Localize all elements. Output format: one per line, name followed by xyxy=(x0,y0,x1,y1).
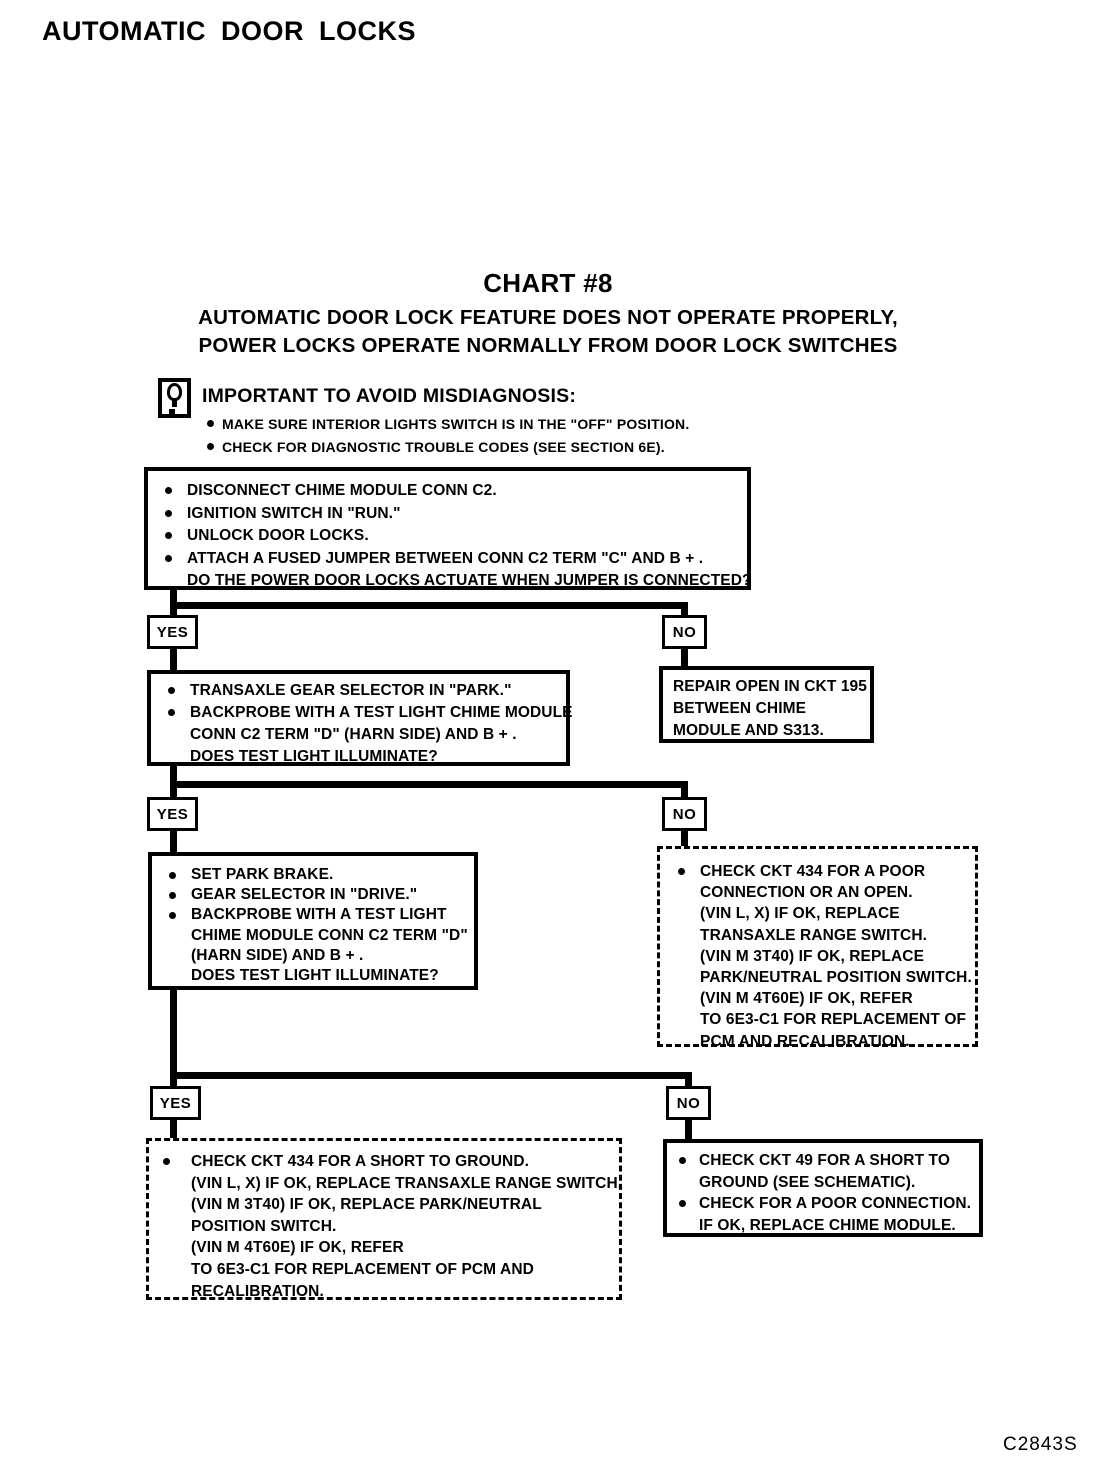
yes-label: YES xyxy=(156,623,189,641)
connector-line xyxy=(170,990,177,1072)
important-bullet-text: MAKE SURE INTERIOR LIGHTS SWITCH IS IN THE "OFF" POSITION. xyxy=(222,416,690,432)
no-label: NO xyxy=(672,623,697,641)
connector-line xyxy=(170,1120,177,1138)
bullet-icon xyxy=(165,510,172,517)
check-ckt49-short-box xyxy=(663,1139,983,1237)
bullet-icon xyxy=(169,872,176,879)
exclamation-notice-icon xyxy=(158,378,191,418)
connector-line xyxy=(170,602,688,609)
bullet-icon xyxy=(165,532,172,539)
connector-line xyxy=(170,590,177,602)
bullet-icon xyxy=(169,912,176,919)
connector-line xyxy=(170,1079,177,1086)
yes-badge-3 xyxy=(150,1086,201,1120)
connector-line xyxy=(685,1120,692,1139)
important-bullet-1 xyxy=(207,416,689,432)
connector-line xyxy=(170,831,177,852)
bullet-icon xyxy=(169,892,176,899)
step-line: DOES TEST LIGHT ILLUMINATE? xyxy=(190,748,438,765)
check-ckt434-open-box xyxy=(657,846,978,1050)
chart-subtitle-line1: AUTOMATIC DOOR LOCK FEATURE DOES NOT OPERATE PROPERLY, xyxy=(198,306,898,329)
no-badge-3 xyxy=(666,1086,711,1120)
step-line: (HARN SIDE) AND B + . xyxy=(191,946,364,964)
exclamation-dot xyxy=(169,409,175,414)
step-line: REPAIR OPEN IN CKT 195 xyxy=(673,678,867,695)
bullet-icon xyxy=(168,709,175,716)
no-badge-2 xyxy=(662,797,707,831)
bullet-icon xyxy=(679,1157,686,1164)
step-line: PARK/NEUTRAL POSITION SWITCH. xyxy=(700,969,972,987)
step-line: CHECK CKT 434 FOR A POOR xyxy=(700,863,926,880)
step-line: (VIN L, X) IF OK, REPLACE xyxy=(700,905,900,923)
connector-line xyxy=(170,649,177,670)
exclamation-ring xyxy=(167,383,182,401)
step-line: RECALIBRATION. xyxy=(191,1282,324,1300)
yes-label: YES xyxy=(156,805,189,823)
connector-line xyxy=(681,788,688,797)
step-line: BETWEEN CHIME xyxy=(673,700,807,717)
connector-line xyxy=(170,781,688,788)
page-title: AUTOMATIC DOOR LOCKS xyxy=(42,16,416,46)
step1-box xyxy=(144,467,751,590)
bullet-icon xyxy=(679,1200,686,1207)
step-line: TO 6E3-C1 FOR REPLACEMENT OF xyxy=(700,1011,967,1029)
chart-subtitle-line2: POWER LOCKS OPERATE NORMALLY FROM DOOR LOCK SWITCHES xyxy=(198,333,898,357)
bullet-icon xyxy=(163,1158,170,1165)
step-line: TO 6E3-C1 FOR REPLACEMENT OF PCM AND xyxy=(191,1260,534,1278)
yes-label: YES xyxy=(159,1094,192,1112)
step-line: POSITION SWITCH. xyxy=(191,1217,337,1235)
connector-line xyxy=(170,1072,692,1079)
step-line: CONNECTION OR AN OPEN. xyxy=(700,884,913,902)
connector-line xyxy=(681,831,688,846)
step-line: TRANSAXLE GEAR SELECTOR IN "PARK." xyxy=(190,682,512,699)
bullet-icon xyxy=(678,868,685,875)
bullet-icon xyxy=(207,420,214,427)
step-line: BACKPROBE WITH A TEST LIGHT CHIME MODULE xyxy=(190,704,573,721)
step2-box xyxy=(147,670,573,766)
step-line: CONN C2 TERM "D" (HARN SIDE) AND B + . xyxy=(190,726,517,743)
bullet-icon xyxy=(207,443,214,450)
important-bullet-text: CHECK FOR DIAGNOSTIC TROUBLE CODES (SEE SECTION 6E). xyxy=(222,439,665,455)
repair-open-ckt195-box xyxy=(659,666,874,743)
step-line: (VIN L, X) IF OK, REPLACE TRANSAXLE RANGE SWITCH. xyxy=(191,1174,623,1192)
step-line: CHIME MODULE CONN C2 TERM "D" xyxy=(191,926,468,944)
step-line: CHECK FOR A POOR CONNECTION. xyxy=(699,1195,972,1213)
step-line: MODULE AND S313. xyxy=(673,722,824,739)
step-line: CHECK CKT 49 FOR A SHORT TO xyxy=(699,1152,951,1169)
step-line: BACKPROBE WITH A TEST LIGHT xyxy=(191,906,447,924)
chart-number: CHART #8 xyxy=(483,268,613,298)
yes-badge-1 xyxy=(147,615,198,649)
no-label: NO xyxy=(672,805,697,823)
step-line: SET PARK BRAKE. xyxy=(191,866,334,883)
step-line: UNLOCK DOOR LOCKS. xyxy=(187,527,369,544)
chart-subtitle xyxy=(0,304,1096,359)
figure-code: C2843S xyxy=(1003,1434,1078,1455)
yes-badge-2 xyxy=(147,797,198,831)
step-line: CHECK CKT 434 FOR A SHORT TO GROUND. xyxy=(191,1153,530,1170)
step-line: (VIN M 4T60E) IF OK, REFER xyxy=(700,990,913,1008)
step-line: (VIN M 3T40) IF OK, REPLACE PARK/NEUTRAL xyxy=(191,1196,542,1214)
step3-box xyxy=(148,852,478,990)
step-line: DISCONNECT CHIME MODULE CONN C2. xyxy=(187,482,497,499)
connector-line xyxy=(681,649,688,666)
step-line: (VIN M 4T60E) IF OK, REFER xyxy=(191,1239,404,1257)
bullet-icon xyxy=(165,555,172,562)
bullet-icon xyxy=(168,687,175,694)
no-label: NO xyxy=(676,1094,701,1112)
step-line: DO THE POWER DOOR LOCKS ACTUATE WHEN JUMPER IS CONNECTED? xyxy=(187,572,752,589)
chart-header xyxy=(0,268,1096,359)
step-line: (VIN M 3T40) IF OK, REPLACE xyxy=(700,947,925,965)
step-line: GEAR SELECTOR IN "DRIVE." xyxy=(191,886,418,904)
bullet-icon xyxy=(165,487,172,494)
connector-line xyxy=(685,1079,692,1086)
step-line: IGNITION SWITCH IN "RUN." xyxy=(187,504,401,522)
connector-line xyxy=(170,788,177,797)
connector-line xyxy=(170,766,177,781)
step-line: DOES TEST LIGHT ILLUMINATE? xyxy=(191,967,439,985)
important-bullet-2 xyxy=(207,439,665,455)
step-line: GROUND (SEE SCHEMATIC). xyxy=(699,1173,916,1191)
step-line: IF OK, REPLACE CHIME MODULE. xyxy=(699,1216,956,1234)
no-badge-1 xyxy=(662,615,707,649)
check-ckt434-short-box xyxy=(146,1138,622,1300)
exclamation-stem xyxy=(172,400,177,407)
important-heading: IMPORTANT TO AVOID MISDIAGNOSIS: xyxy=(202,385,577,407)
step-line: PCM AND RECALIBRATION. xyxy=(700,1032,910,1050)
step-line: TRANSAXLE RANGE SWITCH. xyxy=(700,926,928,944)
step-line: ATTACH A FUSED JUMPER BETWEEN CONN C2 TERM "C" AND B + . xyxy=(187,549,704,567)
